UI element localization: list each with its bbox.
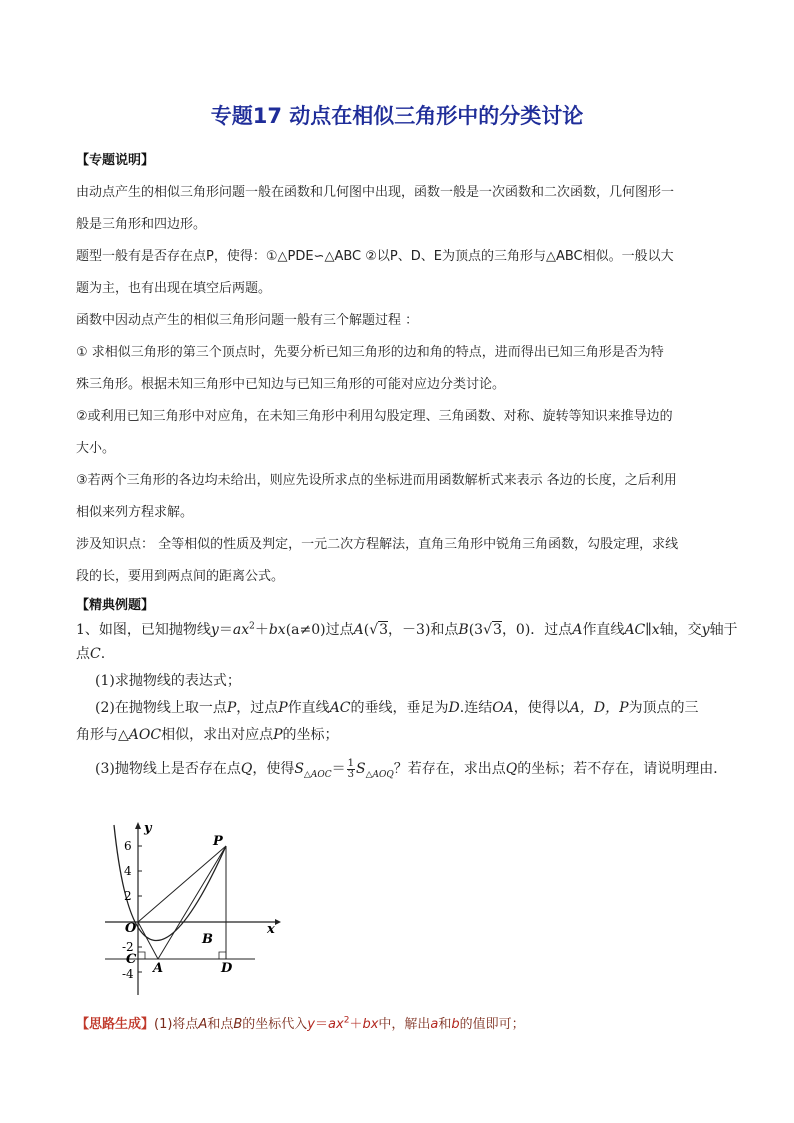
equals-sign: ＝ <box>331 761 346 777</box>
text: . <box>100 646 106 662</box>
var-y: y <box>210 622 219 638</box>
text: ，－3)和点 <box>388 622 459 638</box>
question-2-line-1 <box>95 697 699 717</box>
area-subscript: △AOC <box>303 769 332 780</box>
sqrt-radicand: 3 <box>493 622 502 638</box>
text: ？若存在，求出点 <box>393 761 506 777</box>
explain-line: 由动点产生的相似三角形问题一般在函数和几何图中出现，函数一般是一次函数和二次函数，几何图形一 <box>76 185 675 200</box>
text: 和点 <box>207 1017 234 1032</box>
fraction-numerator: 1 <box>347 757 354 769</box>
text: 相似，求出对应点 <box>161 727 274 743</box>
hint-label: 【思路生成】 <box>76 1017 155 1032</box>
x-axis-arrow <box>275 919 281 925</box>
right-angle-mark-D <box>219 952 226 959</box>
text: 轴于 <box>709 622 738 638</box>
text: ，0)．过点 <box>501 622 573 638</box>
plus-sign: ＋ <box>349 1017 363 1032</box>
area-symbol: S <box>355 761 366 777</box>
point-P: P <box>226 700 237 716</box>
parallel-sign: ∥ <box>645 622 652 638</box>
text: 为顶点的三 <box>628 700 699 716</box>
fraction-one-third <box>347 759 355 780</box>
term-ax: ax <box>328 1017 344 1032</box>
exponent: 2 <box>249 621 255 632</box>
point-A-label: A <box>153 961 164 976</box>
points-ADP: A，D，P <box>569 700 629 716</box>
equals-sign: ＝ <box>218 622 233 638</box>
text: 点 <box>76 646 90 662</box>
sqrt-radicand: 3 <box>379 622 389 638</box>
x-axis-var: x <box>651 622 660 638</box>
explain-line: ③若两个三角形的各边均未给出，则应先设所求点的坐标进而用函数解析式来表示 各边的长度，之后利用 <box>76 473 677 488</box>
point-P: P <box>273 727 283 743</box>
point-C-label: C <box>126 952 137 967</box>
point-Q: Q <box>240 761 253 777</box>
line-AC: AC <box>624 622 646 638</box>
var-y: y <box>307 1017 315 1032</box>
segment-AP <box>158 846 226 959</box>
text: 的值即可； <box>459 1017 525 1032</box>
text: 的坐标；若不存在，请说明理由． <box>517 761 728 777</box>
text: 角形与△ <box>76 727 129 743</box>
problem-line-2 <box>76 643 105 663</box>
area-subscript: △AOQ <box>365 769 394 780</box>
plus-sign: ＋ <box>254 622 269 638</box>
sqrt-sign: √ <box>483 622 493 638</box>
term-ax: ax <box>232 622 250 638</box>
point-B-label: B <box>202 932 213 947</box>
equals-sign: ＝ <box>315 1017 329 1032</box>
text: ( <box>363 622 370 638</box>
point-D: D <box>448 700 460 716</box>
text: (3 <box>468 622 484 638</box>
text: 轴，交 <box>659 622 702 638</box>
tick-label: -2 <box>122 940 134 954</box>
explain-line: 题型一般有是否存在点P，使得：①△PDE∽△ABC ②以P、D、E为顶点的三角形与△ABC相似。一般以大 <box>76 249 674 264</box>
explain-line: 大小。 <box>76 441 116 456</box>
point-B: B <box>233 1017 243 1032</box>
point-A: A <box>572 622 583 638</box>
explain-line: 相似来列方程求解。 <box>76 505 194 520</box>
y-axis-var: y <box>701 622 710 638</box>
tick-label: 6 <box>124 839 132 853</box>
point-P: P <box>278 700 288 716</box>
point-Q: Q <box>505 761 518 777</box>
area-symbol: S <box>294 761 304 777</box>
x-axis-label: x <box>267 922 275 937</box>
text: ，使得 <box>252 761 295 777</box>
hint-line <box>76 1013 525 1032</box>
text: 作直线 <box>287 700 330 716</box>
parabola-figure <box>95 815 295 1005</box>
point-P-label: P <box>213 834 223 849</box>
tick-label: -4 <box>122 967 134 981</box>
text: 作直线 <box>582 622 625 638</box>
right-angle-mark-C <box>138 952 145 959</box>
question-3 <box>95 758 727 780</box>
term-bx: bx <box>268 622 286 638</box>
fraction-denominator: 3 <box>347 768 354 780</box>
var-a: a <box>430 1017 439 1032</box>
y-axis-label: y <box>144 821 152 836</box>
page-title: 专题17 动点在相似三角形中的分类讨论 <box>210 104 584 128</box>
point-C: C <box>90 646 101 662</box>
condition: (a≠0) <box>285 622 326 638</box>
point-B: B <box>458 622 469 638</box>
line-AC: AC <box>329 700 351 716</box>
problem-line-1 <box>76 619 738 639</box>
explain-line: ① 求相似三角形的第三个顶点时，先要分析已知三角形的边和角的特点，进而得出已知三角形是否为特 <box>76 345 664 360</box>
tick-label: 4 <box>124 864 132 878</box>
triangle-AOC: AOC <box>128 727 162 743</box>
point-D-label: D <box>221 961 233 976</box>
text: .连结 <box>459 700 493 716</box>
question-1: (1)求抛物线的表达式； <box>95 673 241 689</box>
section-heading-example: 【精典例题】 <box>76 598 155 613</box>
explain-line: 殊三角形。根据未知三角形中已知边与已知三角形的可能对应边分类讨论。 <box>76 377 506 392</box>
y-axis-arrow <box>135 822 141 829</box>
text: (3)抛物线上是否存在点 <box>95 761 241 777</box>
exponent: 2 <box>343 1015 350 1026</box>
explain-line: ②或利用已知三角形中对应角，在未知三角形中利用勾股定理、三角函数、对称、旋转等知识来推导边的 <box>76 409 673 424</box>
text: ，过点 <box>236 700 279 716</box>
question-2-line-2 <box>76 724 339 744</box>
text: 的坐标； <box>282 727 339 743</box>
term-bx: bx <box>362 1017 379 1032</box>
text: (2)在抛物线上取一点 <box>95 700 227 716</box>
var-b: b <box>451 1017 460 1032</box>
origin-label: O <box>125 921 137 936</box>
explain-line: 般是三角形和四边形。 <box>76 217 207 232</box>
tick-label: 2 <box>124 889 132 903</box>
text: 过点 <box>325 622 354 638</box>
explain-line: 函数中因动点产生的相似三角形问题一般有三个解题过程 ： <box>76 313 419 328</box>
text: 中，解出 <box>378 1017 431 1032</box>
text: (1)将点 <box>154 1017 199 1032</box>
segment-OA: OA <box>492 700 514 716</box>
text: ，使得以 <box>513 700 570 716</box>
text: 的垂线，垂足为 <box>350 700 449 716</box>
text: 1、如图，已知抛物线 <box>76 622 211 638</box>
point-A: A <box>198 1017 208 1032</box>
section-heading-explain: 【专题说明】 <box>76 153 155 168</box>
segment-OP <box>138 846 226 922</box>
sqrt-sign: √ <box>369 622 379 638</box>
explain-line: 题为主，也有出现在填空后两题。 <box>76 281 272 296</box>
explain-line: 涉及知识点： 全等相似的性质及判定，一元二次方程解法，直角三角形中锐角三角函数，勾股定理，求线 <box>76 537 679 552</box>
point-A: A <box>353 622 364 638</box>
text: 和 <box>438 1017 452 1032</box>
explain-line: 段的长，要用到两点间的距离公式。 <box>76 569 285 584</box>
text: 的坐标代入 <box>242 1017 308 1032</box>
